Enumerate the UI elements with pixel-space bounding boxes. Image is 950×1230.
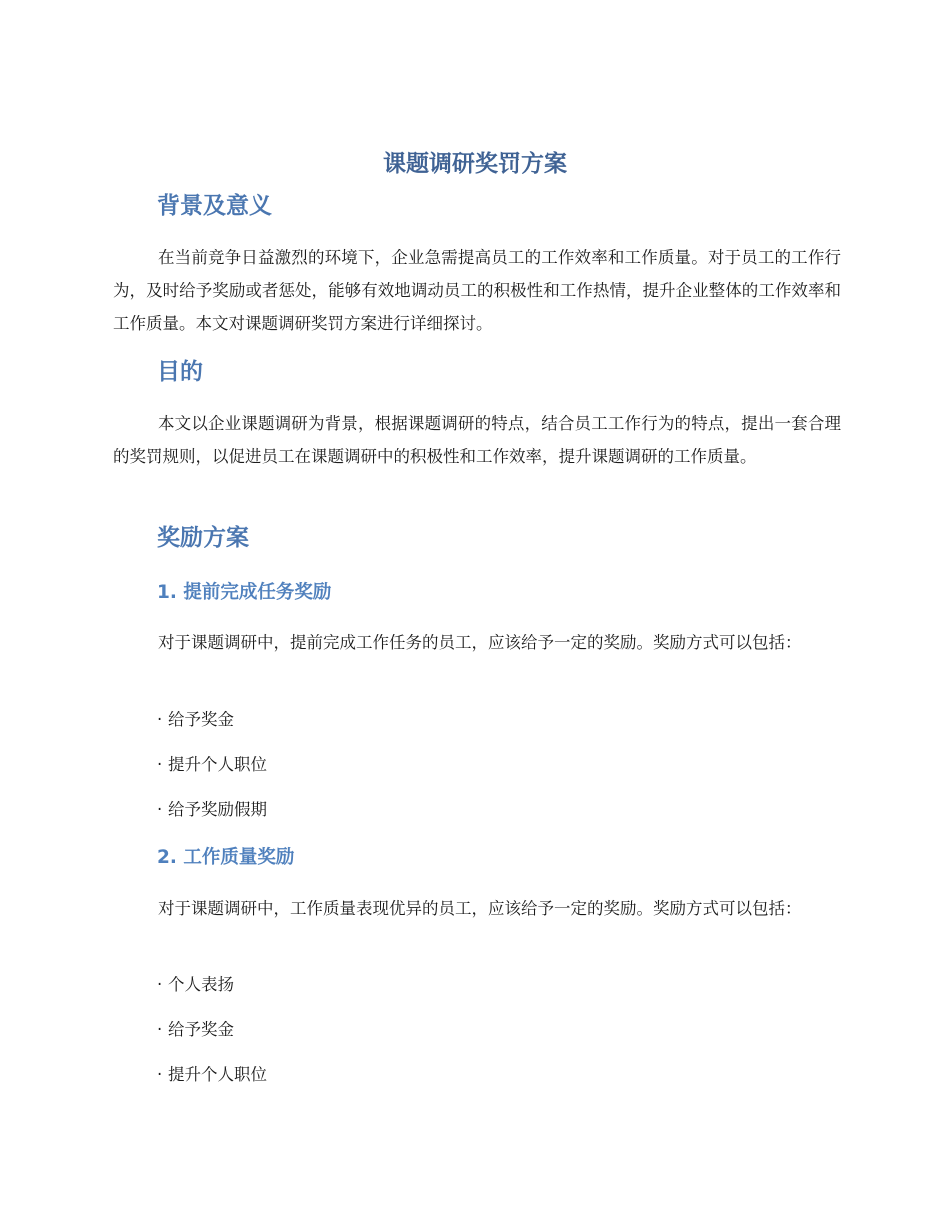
paragraph-purpose: 本文以企业课题调研为背景，根据课题调研的特点，结合员工工作行为的特点，提出一套合理的奖罚规则，以促进员工在课题调研中的积极性和工作效率，提升课题调研的工作质量。 — [113, 414, 841, 466]
document-title: 课题调研奖罚方案 — [383, 151, 567, 177]
list-item — [157, 970, 234, 1000]
bullet-dot: · — [157, 800, 163, 819]
bullet-dot: · — [157, 975, 163, 994]
list-item-text: 给予奖金 — [168, 710, 234, 729]
section-heading-background: 背景及意义 — [157, 193, 272, 219]
bullet-dot: · — [157, 755, 163, 774]
paragraph-work-quality: 对于课题调研中，工作质量表现优异的员工，应该给予一定的奖励。奖励方式可以包括： — [158, 899, 802, 918]
section-heading-purpose: 目的 — [157, 359, 203, 385]
bullet-dot: · — [157, 1020, 163, 1039]
list-item — [157, 750, 267, 780]
bullet-dot: · — [157, 710, 163, 729]
list-item — [157, 795, 267, 825]
subsection-heading-work-quality: 2. 工作质量奖励 — [157, 847, 295, 868]
list-item-text: 个人表扬 — [168, 975, 234, 994]
list-item — [157, 1015, 234, 1045]
section-heading-reward: 奖励方案 — [157, 525, 249, 551]
list-item — [157, 1060, 267, 1090]
paragraph-early-completion: 对于课题调研中，提前完成工作任务的员工，应该给予一定的奖励。奖励方式可以包括： — [158, 633, 802, 652]
subsection-heading-early-completion: 1. 提前完成任务奖励 — [157, 582, 332, 603]
list-item-text: 提升个人职位 — [168, 1065, 267, 1084]
list-item — [157, 705, 234, 735]
bullet-dot: · — [157, 1065, 163, 1084]
list-item-text: 给予奖金 — [168, 1020, 234, 1039]
paragraph-background: 在当前竞争日益激烈的环境下，企业急需提高员工的工作效率和工作质量。对于员工的工作行为，及时给予奖励或者惩处，能够有效地调动员工的积极性和工作热情，提升企业整体的工作效率和工作质量。本文对课题调研奖罚方案进行详细探讨。 — [113, 248, 841, 333]
list-item-text: 给予奖励假期 — [168, 800, 267, 819]
list-item-text: 提升个人职位 — [168, 755, 267, 774]
